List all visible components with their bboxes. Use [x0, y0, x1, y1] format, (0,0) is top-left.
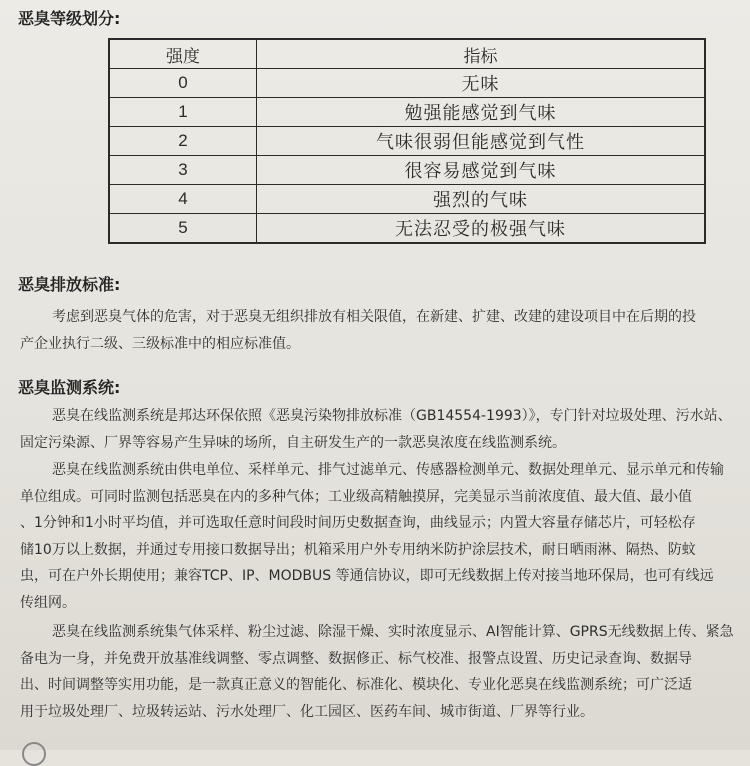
monitoring-paragraph-2: [20, 457, 732, 616]
grading-title: 恶臭等级划分:: [18, 9, 121, 28]
table-row: [109, 98, 705, 127]
indicator-cell: 无味: [257, 69, 706, 98]
paragraph-line: 恶臭在线监测系统由供电单位、采样单元、排气过滤单元、传感器检测单元、数据处理单元、显示单元和传输: [52, 462, 724, 478]
paragraph-line: 储10万以上数据，并通过专用接口数据导出；机箱采用户外专用纳米防护涂层技术，耐日晒雨淋、隔热、防蚊: [20, 541, 696, 558]
paragraph-line: 恶臭在线监测系统是邦达环保依照《恶臭污染物排放标准（GB14554-1993）》，专门针对垃圾处理、污水站、: [52, 408, 732, 424]
indicator-cell: 勉强能感觉到气味: [257, 98, 706, 127]
table-row: [109, 69, 705, 98]
table-row: [109, 214, 705, 244]
paragraph-line: 、1分钟和1小时平均值，并可选取任意时间段时间历史数据查询，曲线显示；内置大容量存储芯片，可轻松存: [20, 515, 696, 531]
indicator-cell: 强烈的气味: [257, 185, 706, 214]
paragraph-line: 恶臭在线监测系统集气体采样、粉尘过滤、除湿干燥、实时浓度显示、AI智能计算、GPRS无线数据上传、紧急: [52, 624, 734, 640]
paragraph-line: 固定污染源、厂界等容易产生异味的场所，自主研发生产的一款恶臭浓度在线监测系统。: [20, 434, 566, 451]
paragraph-line: 出、时间调整等实用功能，是一款真正意义的智能化、标准化、模块化、专业化恶臭在线监测系统；可广泛适: [20, 677, 692, 693]
intensity-cell: 1: [109, 98, 257, 127]
indicator-cell: 气味很弱但能感觉到气性: [257, 127, 706, 156]
paragraph-line: 备电为一身，并免费开放基准线调整、零点调整、数据修正、标气校准、报警点设置、历史记录查询、数据导: [20, 650, 692, 667]
monitoring-paragraph-1: [20, 403, 732, 456]
odor-grade-table: [108, 38, 706, 244]
intensity-cell: 4: [109, 185, 257, 214]
monitoring-title: 恶臭监测系统:: [18, 378, 121, 397]
intensity-cell: 2: [109, 127, 257, 156]
intensity-cell: 5: [109, 214, 257, 244]
monitoring-paragraph-3: [20, 619, 732, 725]
paragraph-line: 用于垃圾处理厂、垃圾转运站、污水处理厂、化工园区、医药车间、城市街道、厂界等行业。: [20, 703, 594, 720]
indicator-cell: 无法忍受的极强气味: [257, 214, 706, 244]
indicator-cell: 很容易感觉到气味: [257, 156, 706, 185]
intensity-cell: 0: [109, 69, 257, 98]
header-indicator: 指标: [257, 39, 706, 69]
paragraph-line: 单位组成。可同时监测包括恶臭在内的多种气体；工业级高精触摸屏，完美显示当前浓度值、最大值、最小值: [20, 488, 692, 505]
paragraph-line: 传组网。: [20, 594, 76, 611]
paragraph-line: 产企业执行二级、三级标准中的相应标准值。: [20, 335, 300, 352]
table-row: [109, 185, 705, 214]
table-header-row: [109, 39, 705, 69]
table-row: [109, 156, 705, 185]
page-corner-mark: [22, 742, 46, 766]
paragraph-line: 考虑到恶臭气体的危害，对于恶臭无组织排放有相关限值，在新建、扩建、改建的建设项目中在后期的投: [52, 309, 696, 325]
intensity-cell: 3: [109, 156, 257, 185]
standard-title: 恶臭排放标准:: [18, 275, 121, 294]
paragraph-line: 虫，可在户外长期使用；兼容TCP、IP、MODBUS 等通信协议，即可无线数据上传对接当地环保局，也可有线远: [20, 568, 714, 584]
standard-paragraph: [20, 304, 732, 357]
table-row: [109, 127, 705, 156]
header-intensity: 强度: [109, 39, 257, 69]
